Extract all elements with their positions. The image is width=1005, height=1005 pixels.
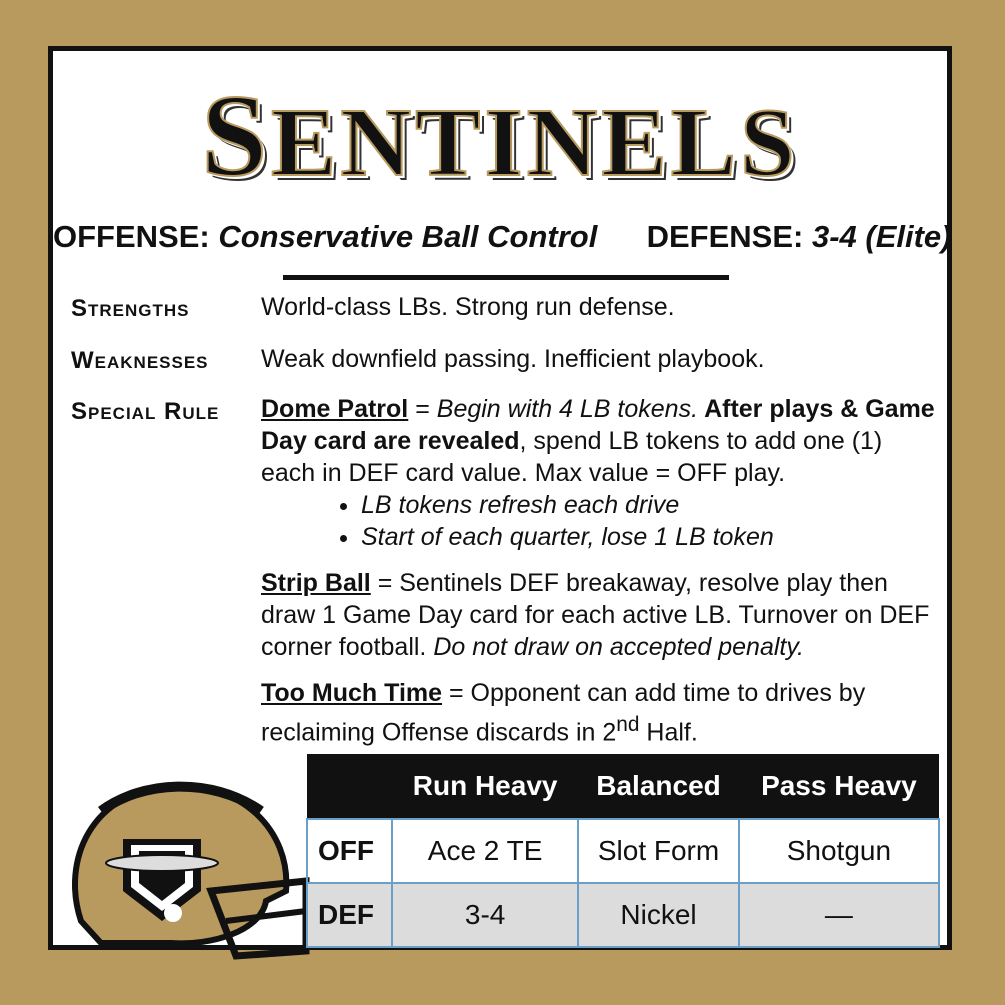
table-cell: Slot Form xyxy=(578,819,739,883)
row-label-off: OFF xyxy=(307,819,392,883)
table-cell: Ace 2 TE xyxy=(392,819,578,883)
table-header xyxy=(307,754,392,819)
special-rule-label: Special Rule xyxy=(71,398,220,425)
defense-label: DEFENSE: xyxy=(646,219,804,254)
list-item: • LB tokens refresh each drive xyxy=(361,489,941,521)
offense-value: Conservative Ball Control xyxy=(218,219,598,254)
divider xyxy=(283,275,729,280)
too-much-time-text: = Opponent can add time to drives by reclaiming Offense discards in 2 xyxy=(261,679,866,747)
weaknesses-text: Weak downfield passing. Inefficient playbook. xyxy=(261,345,765,373)
dome-patrol-italic: Begin with 4 LB tokens. xyxy=(436,395,699,423)
list-item: • Start of each quarter, lose 1 LB token xyxy=(361,521,941,553)
special-rule-text: Dome Patrol = Begin with 4 LB tokens. After plays & Game Day card are revealed, spend LB tokens to add one (1) each in DEF card value. Max value = OFF play. • LB tokens refresh each drive • Start of each quarter, lose 1 LB token Strip Ball = Sentinels DEF breakaway, resolve play then draw 1 Game Day card for each active LB. Turnover on DEF corner football. Do not draw on accepted penalty. Too Much Time = Opponent can add time to drives by reclaiming Offense discards in 2nd Half. xyxy=(261,393,941,762)
dome-patrol-rest: , spend LB tokens to add one (1) each in DEF card value. Max value = OFF play. xyxy=(261,427,883,487)
too-much-time-name: Too Much Time xyxy=(261,679,443,707)
formation-table xyxy=(306,754,940,948)
strip-ball-italic: Do not draw on accepted penalty. xyxy=(433,633,804,661)
table-header: Run Heavy xyxy=(392,754,578,819)
dome-patrol-bold: After plays & Game Day card are revealed xyxy=(261,395,935,455)
table-cell: Shotgun xyxy=(739,819,939,883)
team-headline xyxy=(53,219,952,255)
table-row xyxy=(307,819,939,883)
table-cell: 3-4 xyxy=(392,883,578,947)
weaknesses-label: Weaknesses xyxy=(71,347,209,374)
offense-label: OFFENSE: xyxy=(53,219,210,254)
strip-ball-name: Strip Ball xyxy=(261,569,371,597)
strip-ball-text: = Sentinels DEF breakaway, resolve play then draw 1 Game Day card for each active LB. Turnover on DEF corner football. xyxy=(261,569,930,661)
table-cell: Nickel xyxy=(578,883,739,947)
team-title: SENTINELS xyxy=(201,70,799,201)
table-header-row xyxy=(307,754,939,819)
table-header: Balanced xyxy=(578,754,739,819)
table-row xyxy=(307,883,939,947)
table-header: Pass Heavy xyxy=(739,754,939,819)
team-card xyxy=(48,46,952,950)
dome-patrol-bullets xyxy=(261,489,941,553)
strengths-text: World-class LBs. Strong run defense. xyxy=(261,293,675,321)
football-helmet-icon xyxy=(61,771,311,961)
row-label-def: DEF xyxy=(307,883,392,947)
dome-patrol-name: Dome Patrol xyxy=(261,395,409,423)
strengths-label: Strengths xyxy=(71,295,190,322)
table-cell: — xyxy=(739,883,939,947)
defense-value: 3-4 (Elite) xyxy=(811,219,952,254)
